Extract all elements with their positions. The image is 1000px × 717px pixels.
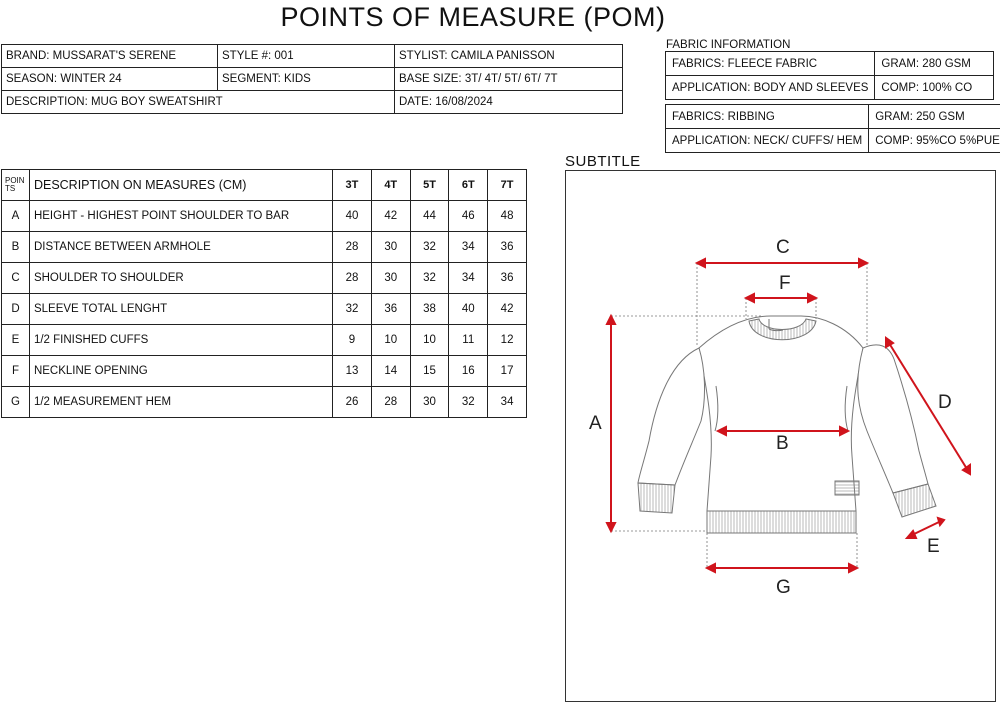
measure-value: 11 [449, 325, 488, 356]
measure-value: 36 [371, 294, 410, 325]
measure-value: 34 [449, 263, 488, 294]
point-letter: D [2, 294, 30, 325]
size-header: 4T [371, 170, 410, 201]
fabric-info-heading: FABRIC INFORMATION [666, 39, 791, 51]
measure-description: 1/2 FINISHED CUFFS [29, 325, 332, 356]
measure-value: 32 [410, 263, 449, 294]
description-cell: DESCRIPTION: MUG BOY SWEATSHIRT [2, 91, 395, 114]
measure-value: 28 [333, 263, 372, 294]
season-cell: SEASON: WINTER 24 [2, 68, 218, 91]
measurement-table [1, 169, 527, 418]
measure-value: 9 [333, 325, 372, 356]
measure-value: 13 [333, 356, 372, 387]
measure-description: NECKLINE OPENING [29, 356, 332, 387]
fabric-main-name: FABRICS: FLEECE FABRIC [666, 52, 875, 76]
fabric-main-gram: GRAM: 280 GSM [875, 52, 994, 76]
measure-label-g: G [776, 577, 791, 598]
fabric-main-application: APPLICATION: BODY AND SLEEVES [666, 76, 875, 100]
fabric-rib-gram: GRAM: 250 GSM [869, 105, 1000, 129]
measure-value: 48 [488, 201, 527, 232]
point-letter: B [2, 232, 30, 263]
style-cell: STYLE #: 001 [218, 45, 395, 68]
measure-label-f: F [779, 273, 791, 294]
fabric-main-comp: COMP: 100% CO [875, 76, 994, 100]
measure-value: 28 [333, 232, 372, 263]
brand-cell: BRAND: MUSSARAT'S SERENE [2, 45, 218, 68]
measure-value: 15 [410, 356, 449, 387]
measure-value: 34 [449, 232, 488, 263]
description-header: DESCRIPTION ON MEASURES (CM) [29, 170, 332, 201]
measure-value: 30 [371, 232, 410, 263]
measure-description: HEIGHT - HIGHEST POINT SHOULDER TO BAR [29, 201, 332, 232]
size-header: 7T [488, 170, 527, 201]
measure-value: 30 [410, 387, 449, 418]
measure-value: 44 [410, 201, 449, 232]
table-row [2, 294, 527, 325]
size-header: 6T [449, 170, 488, 201]
measure-value: 10 [410, 325, 449, 356]
measure-value: 36 [488, 263, 527, 294]
measure-value: 42 [371, 201, 410, 232]
measure-value: 16 [449, 356, 488, 387]
garment-sketch [565, 170, 996, 702]
measure-value: 14 [371, 356, 410, 387]
measure-value: 28 [371, 387, 410, 418]
measure-value: 10 [371, 325, 410, 356]
measure-value: 30 [371, 263, 410, 294]
stylist-cell: STYLIST: CAMILA PANISSON [395, 45, 623, 68]
measure-value: 32 [410, 232, 449, 263]
measure-label-d: D [938, 392, 952, 413]
table-row [2, 201, 527, 232]
measure-label-a: A [589, 413, 602, 434]
date-cell: DATE: 16/08/2024 [395, 91, 623, 114]
measure-value: 42 [488, 294, 527, 325]
measure-description: 1/2 MEASUREMENT HEM [29, 387, 332, 418]
measure-description: SHOULDER TO SHOULDER [29, 263, 332, 294]
measure-label-b: B [776, 433, 789, 454]
table-row [2, 232, 527, 263]
base-size-cell: BASE SIZE: 3T/ 4T/ 5T/ 6T/ 7T [395, 68, 623, 91]
measure-label-c: C [776, 237, 790, 258]
fabric-main-table [665, 51, 994, 100]
measure-arrow-c [697, 259, 867, 267]
measure-value: 17 [488, 356, 527, 387]
segment-cell: SEGMENT: KIDS [218, 68, 395, 91]
measure-description: SLEEVE TOTAL LENGHT [29, 294, 332, 325]
fabric-rib-comp: COMP: 95%CO 5%PUE [869, 129, 1000, 153]
measure-arrow-e [907, 518, 944, 538]
point-letter: E [2, 325, 30, 356]
measure-label-e: E [927, 536, 940, 557]
size-header: 3T [333, 170, 372, 201]
spec-info-table [1, 44, 623, 114]
fabric-rib-application: APPLICATION: NECK/ CUFFS/ HEM [666, 129, 869, 153]
measure-value: 12 [488, 325, 527, 356]
measure-arrow-f [746, 294, 816, 302]
table-row [2, 387, 527, 418]
fabric-rib-name: FABRICS: RIBBING [666, 105, 869, 129]
table-row [2, 356, 527, 387]
measure-value: 40 [449, 294, 488, 325]
measure-value: 26 [333, 387, 372, 418]
point-letter: C [2, 263, 30, 294]
page-title: POINTS OF MEASURE (POM) [280, 2, 666, 32]
point-letter: G [2, 387, 30, 418]
measure-value: 32 [449, 387, 488, 418]
measure-value: 46 [449, 201, 488, 232]
measure-value: 40 [333, 201, 372, 232]
measure-arrow-g [707, 564, 857, 572]
point-letter: A [2, 201, 30, 232]
sketch-subtitle: SUBTITLE [565, 153, 641, 170]
points-header: POIN TS [2, 170, 30, 201]
fabric-rib-table [665, 104, 1000, 153]
measure-description: DISTANCE BETWEEN ARMHOLE [29, 232, 332, 263]
table-row [2, 325, 527, 356]
table-row [2, 263, 527, 294]
measure-value: 38 [410, 294, 449, 325]
measure-value: 34 [488, 387, 527, 418]
measure-arrow-a [607, 316, 615, 531]
measure-value: 32 [333, 294, 372, 325]
measure-value: 36 [488, 232, 527, 263]
point-letter: F [2, 356, 30, 387]
size-header: 5T [410, 170, 449, 201]
